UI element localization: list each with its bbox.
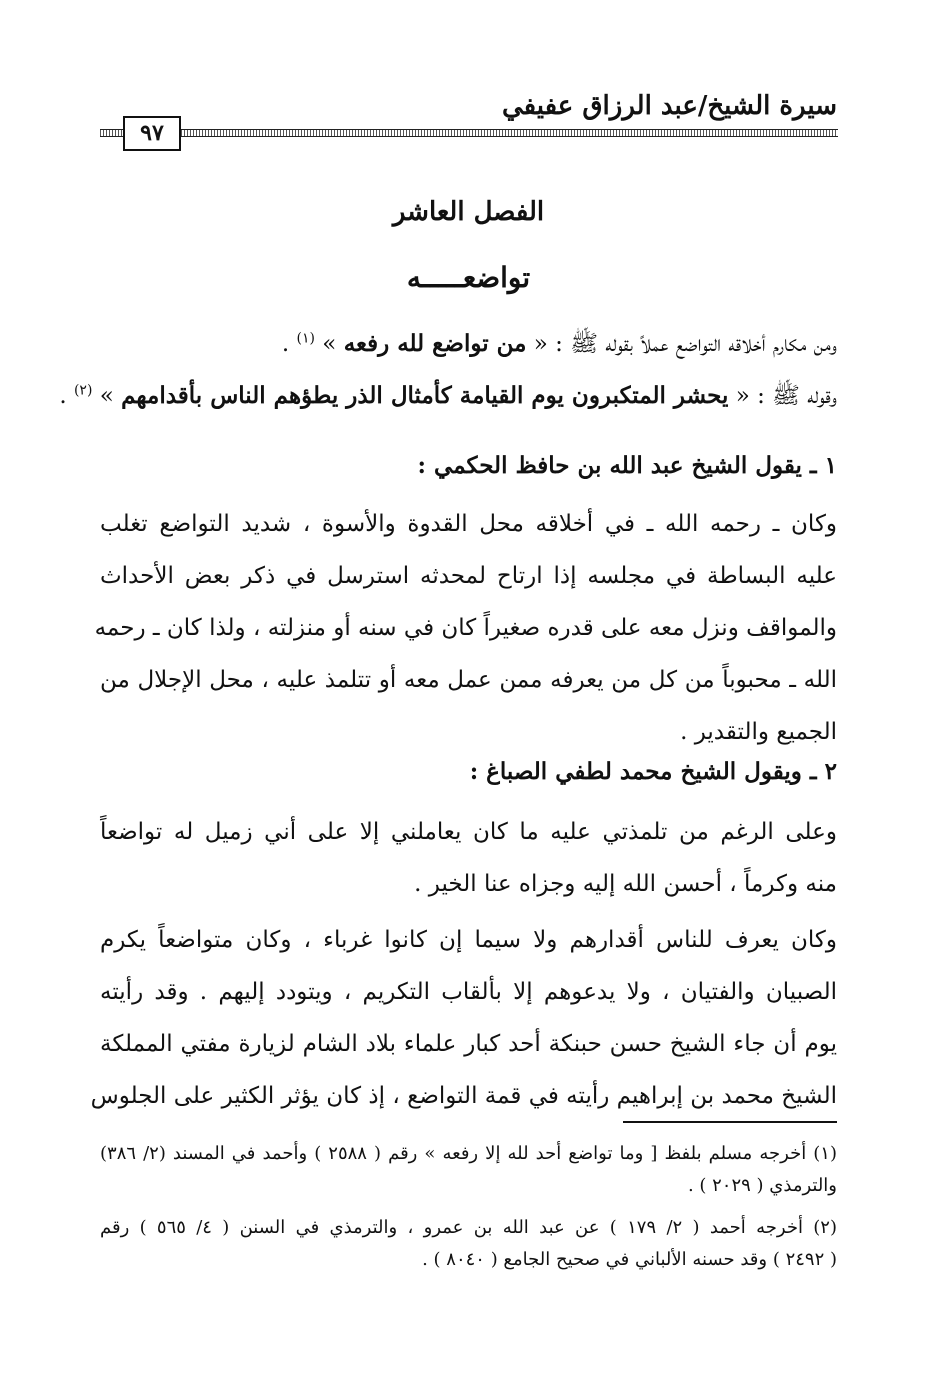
intro-block xyxy=(59,318,837,422)
footnote-separator xyxy=(623,1121,837,1123)
paragraph-line: الصبيان والفتيان ، ولا يدعوهم إلا بألقاب التكريم ، ويتودد إليهم . وقد رأيته xyxy=(100,979,837,1005)
footnote-ref-2: (٢) xyxy=(73,382,93,399)
hadith-quote-2: يحشر المتكبرون يوم القيامة كأمثال الذر يطؤهم الناس بأقدامهم xyxy=(121,382,729,409)
paragraph-line: والمواقف ونزل معه على قدره صغيراً كان في سنه أو منزلته ، ولذا كان ـ رحمه xyxy=(94,615,837,641)
paragraph-line: الله ـ محبوباً من كل من يعرفه ممن عمل معه أو تتلمذ عليه ، محل الإجلال من xyxy=(100,667,837,693)
footnote-1-line-1: (١) أخرجه مسلم بلفظ [ وما تواضع أحد لله إلا رفعه » رقم ( ٢٥٨٨ ) وأحمد في المسند (٢/ ٣٨٦) xyxy=(100,1143,837,1164)
paragraph-line: الشيخ محمد بن إبراهيم رأيته في قمة التواضع ، إذ كان يؤثر الكثير على الجلوس xyxy=(90,1083,837,1109)
paragraph-3 xyxy=(90,914,837,1122)
chapter-title: الفصل العاشر xyxy=(392,197,545,227)
speaker-heading-2: ٢ ـ ويقول الشيخ محمد لطفي الصباغ : xyxy=(469,758,837,785)
page-number: ٩٧ xyxy=(123,116,181,151)
paragraph-line: وكان ـ رحمه الله ـ في أخلاقه محل القدوة والأسوة ، شديد التواضع تغلب xyxy=(100,511,837,537)
footnote-ref-1: (١) xyxy=(296,330,315,347)
paragraph-line: الجميع والتقدير . xyxy=(680,719,837,745)
speaker-heading-1: ١ ـ يقول الشيخ عبد الله بن حافظ الحكمي : xyxy=(417,452,837,479)
footnote-2-line-1: (٢) أخرجه أحمد ( ٢/ ١٧٩ ) عن عبد الله بن عمرو ، والترمذي في السنن ( ٤/ ٥٦٥ ) رقم xyxy=(100,1217,837,1238)
paragraph-line: وكان يعرف للناس أقدارهم ولا سيما إن كانوا غرباء ، وكان متواضعاً يكرم xyxy=(100,927,837,953)
hadith-quote-1: من تواضع لله رفعه xyxy=(343,330,527,357)
section-title: تواضعـــــه xyxy=(406,261,531,294)
footnotes xyxy=(100,1138,837,1276)
paragraph-1 xyxy=(94,498,837,758)
running-header-title: سيرة الشيخ/عبد الرزاق عفيفي xyxy=(501,91,837,121)
intro-line-2: وقوله ﷺ : « يحشر المتكبرون يوم القيامة كأمثال الذر يطؤهم الناس بأقدامهم » $^{(٢)}$ . xyxy=(59,382,837,409)
paragraph-line: منه وكرماً ، أحسن الله إليه وجزاه عنا الخير . xyxy=(414,871,837,897)
paragraph-2 xyxy=(100,806,837,910)
footnote-2-line-2: ( ٢٤٩٢ ) وقد حسنه الألباني في صحيح الجامع ( ٨٠٤٠ ) . xyxy=(422,1249,837,1270)
header-rule xyxy=(100,129,838,137)
paragraph-line: عليه البساطة في مجلسه إذا ارتاح لمحدثه استرسل في ذكر بعض الأحداث xyxy=(100,563,837,589)
footnote-1-line-2: والترمذي ( ٢٠٢٩ ) . xyxy=(687,1175,837,1196)
paragraph-line: وعلى الرغم من تلمذتي عليه ما كان يعاملني إلا على أني زميل له تواضعاً xyxy=(100,819,837,845)
paragraph-line: يوم أن جاء الشيخ حسن حبنكة أحد كبار علماء بلاد الشام لزيارة مفتي المملكة xyxy=(100,1031,837,1057)
intro-line-1: ومن مكارم أخلاقه التواضع عملاً بقوله ﷺ : « من تواضع لله رفعه » $^{(١)}$ . xyxy=(281,330,837,357)
